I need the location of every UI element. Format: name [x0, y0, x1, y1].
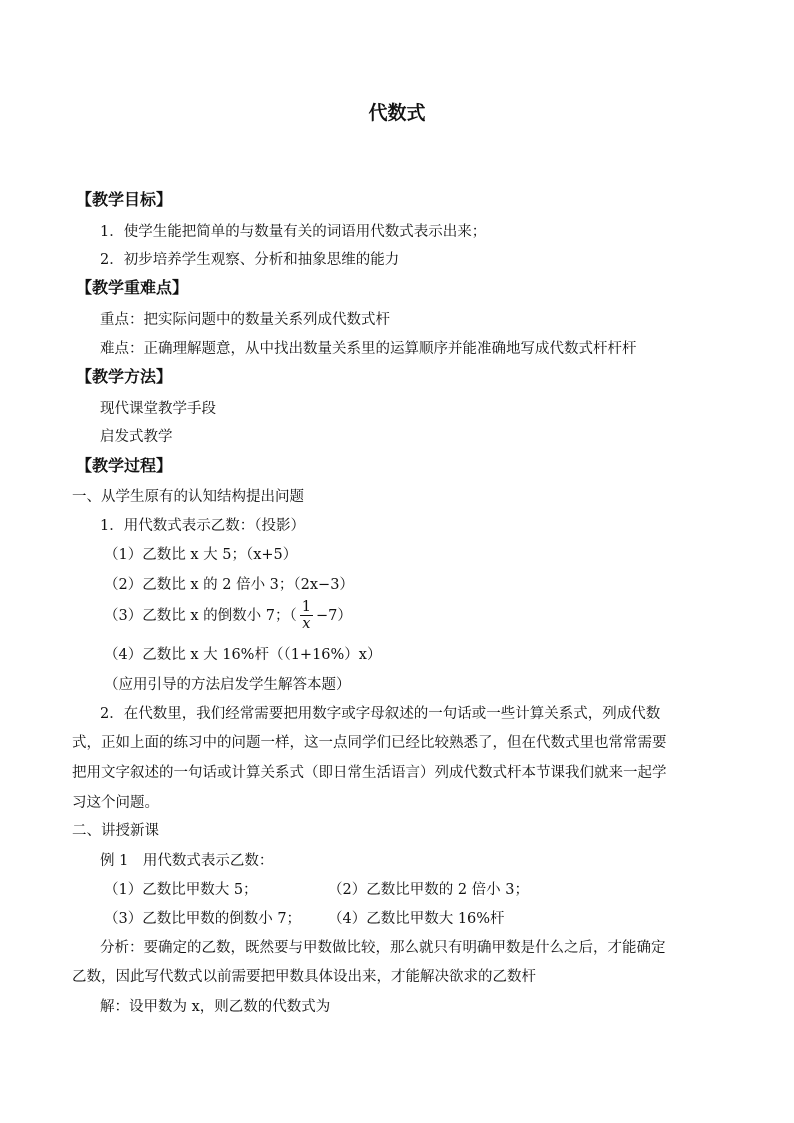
goal-item-2: 2．初步培养学生观察、分析和抽象思维的能力	[100, 252, 400, 268]
method-item-1: 现代课堂教学手段	[100, 401, 216, 417]
analysis-line-1: 分析：要确定的乙数，既然要与甲数做比较，那么就只有明确甲数是什么之后，才能确定	[100, 940, 666, 956]
example1-item-3: （3）乙数比甲数的倒数小 7；	[104, 911, 302, 927]
example1-item-2: （2）乙数比甲数的 2 倍小 3；	[328, 882, 530, 898]
heading-teaching-goal: 【教学目标】	[76, 190, 173, 209]
question1-item-3-prefix: （3）乙数比 x 的倒数小 7；（	[104, 608, 297, 624]
question1-item-3	[104, 598, 352, 634]
heading-teaching-method: 【教学方法】	[76, 367, 173, 386]
part2-title: 二、讲授新课	[72, 823, 159, 839]
goal-item-1: 1．使学生能把简单的与数量有关的词语用代数式表示出来；	[100, 224, 487, 240]
analysis-line-2: 乙数，因此写代数式以前需要把甲数具体设出来，才能解决欲求的乙数杆	[72, 969, 536, 985]
fraction-numerator: 1	[301, 599, 311, 615]
difficult-point: 难点：正确理解题意，从中找出数量关系里的运算顺序并能准确地写成代数式杆杆杆	[100, 341, 637, 357]
part1-title: 一、从学生原有的认知结构提出问题	[72, 489, 304, 505]
fraction-denominator: x	[302, 616, 311, 632]
page-title: 代数式	[368, 102, 426, 124]
example1-item-4: （4）乙数比甲数大 16%杆	[328, 911, 505, 927]
paragraph2-line-1: 2．在代数里，我们经常需要把用数字或字母叙述的一句话或一些计算关系式，列成代数	[100, 706, 661, 722]
paragraph2-line-3: 把用文字叙述的一句话或计算关系式（即日常生活语言）列成代数式杆本节课我们就来一起学	[72, 765, 667, 781]
heading-key-difficult: 【教学重难点】	[76, 278, 189, 297]
question1-item-1: （1）乙数比 x 大 5；（x+5）	[104, 547, 298, 563]
heading-teaching-process: 【教学过程】	[76, 456, 173, 475]
question1-title: 1．用代数式表示乙数：（投影）	[100, 518, 305, 534]
question1-item-3-suffix: −7）	[315, 608, 352, 624]
key-point: 重点：把实际问题中的数量关系列成代数式杆	[100, 312, 390, 328]
question1-item-4: （4）乙数比 x 大 16%杆（（1+16%）x）	[104, 647, 382, 663]
example1-title: 例 1 用代数式表示乙数：	[100, 853, 274, 869]
example1-item-1: （1）乙数比甲数大 5；	[104, 882, 258, 898]
question1-note: （应用引导的方法启发学生解答本题）	[104, 677, 351, 693]
reciprocal-fraction	[300, 600, 313, 632]
method-item-2: 启发式教学	[100, 429, 173, 445]
paragraph2-line-2: 式，正如上面的练习中的问题一样，这一点同学们已经比较熟悉了，但在代数式里也常常需要	[72, 735, 667, 751]
paragraph2-line-4: 习这个问题。	[72, 795, 159, 811]
question1-item-2: （2）乙数比 x 的 2 倍小 3；（2x−3）	[104, 577, 354, 593]
solution-line: 解：设甲数为 x，则乙数的代数式为	[100, 999, 331, 1015]
